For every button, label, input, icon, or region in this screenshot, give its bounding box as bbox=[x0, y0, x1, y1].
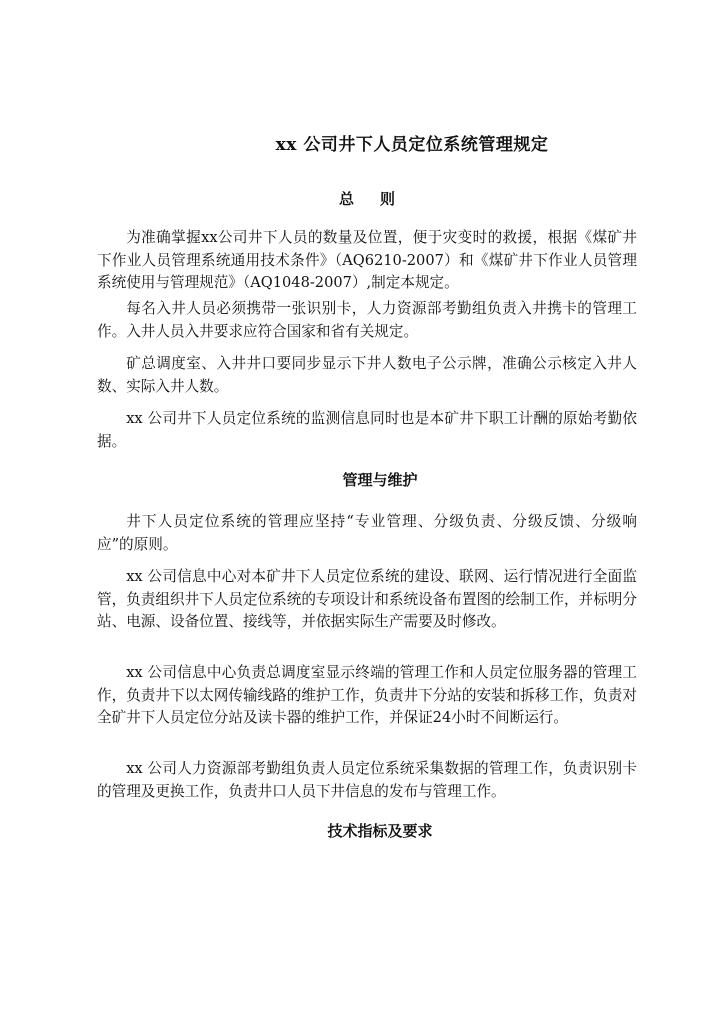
paragraph: xx 公司人力资源部考勤组负责人员定位系统采集数据的管理工作，负责识别卡的管理及更换工作，负责井口人员下井信息的发布与管理工作。 bbox=[97, 760, 637, 800]
section-heading-technical: 技术指标及要求 bbox=[327, 822, 433, 840]
paragraph: xx 公司信息中心负责总调度室显示终端的管理工作和人员定位服务器的管理工作，负责井下以太网传输线路的维护工作，负责井下分站的安装和拆移工作，负责对全矿井下人员定位分站及读卡器的维护工作，并保证24小时不间断运行。 bbox=[97, 664, 637, 726]
paragraph: 井下人员定位系统的管理应坚持“专业管理、分级负责、分级反馈、分级响应”的原则。 bbox=[97, 513, 637, 553]
section-heading-general: 总则 bbox=[338, 190, 421, 208]
document-title: xx 公司井下人员定位系统管理规定 bbox=[275, 135, 549, 155]
paragraph: xx 公司信息中心对本矿井下人员定位系统的建设、联网、运行情况进行全面监管，负责组织井下人员定位系统的专项设计和系统设备布置图的绘制工作，并标明分站、电源、设备位置、接线等，并依据实际生产需要及时修改。 bbox=[97, 568, 637, 630]
paragraph: xx 公司井下人员定位系统的监测信息同时也是本矿井下职工计酬的原始考勤依据。 bbox=[97, 410, 637, 450]
section-heading-management: 管理与维护 bbox=[342, 471, 418, 489]
paragraph: 每名入井人员必须携带一张识别卡，人力资源部考勤组负责入井携卡的管理工作。入井人员入井要求应符合国家和省有关规定。 bbox=[97, 300, 637, 340]
paragraph: 矿总调度室、入井井口要同步显示下井人数电子公示牌，准确公示核定入井人数、实际入井人数。 bbox=[97, 355, 637, 395]
paragraph: 为准确掌握xx公司井下人员的数量及位置，便于灾变时的救援，根据《煤矿井下作业人员管理系统通用技术条件》（AQ6210-2007）和《煤矿井下作业人员管理系统使用与管理规范》（AQ1048-2007）,制定本规定。 bbox=[97, 229, 637, 291]
